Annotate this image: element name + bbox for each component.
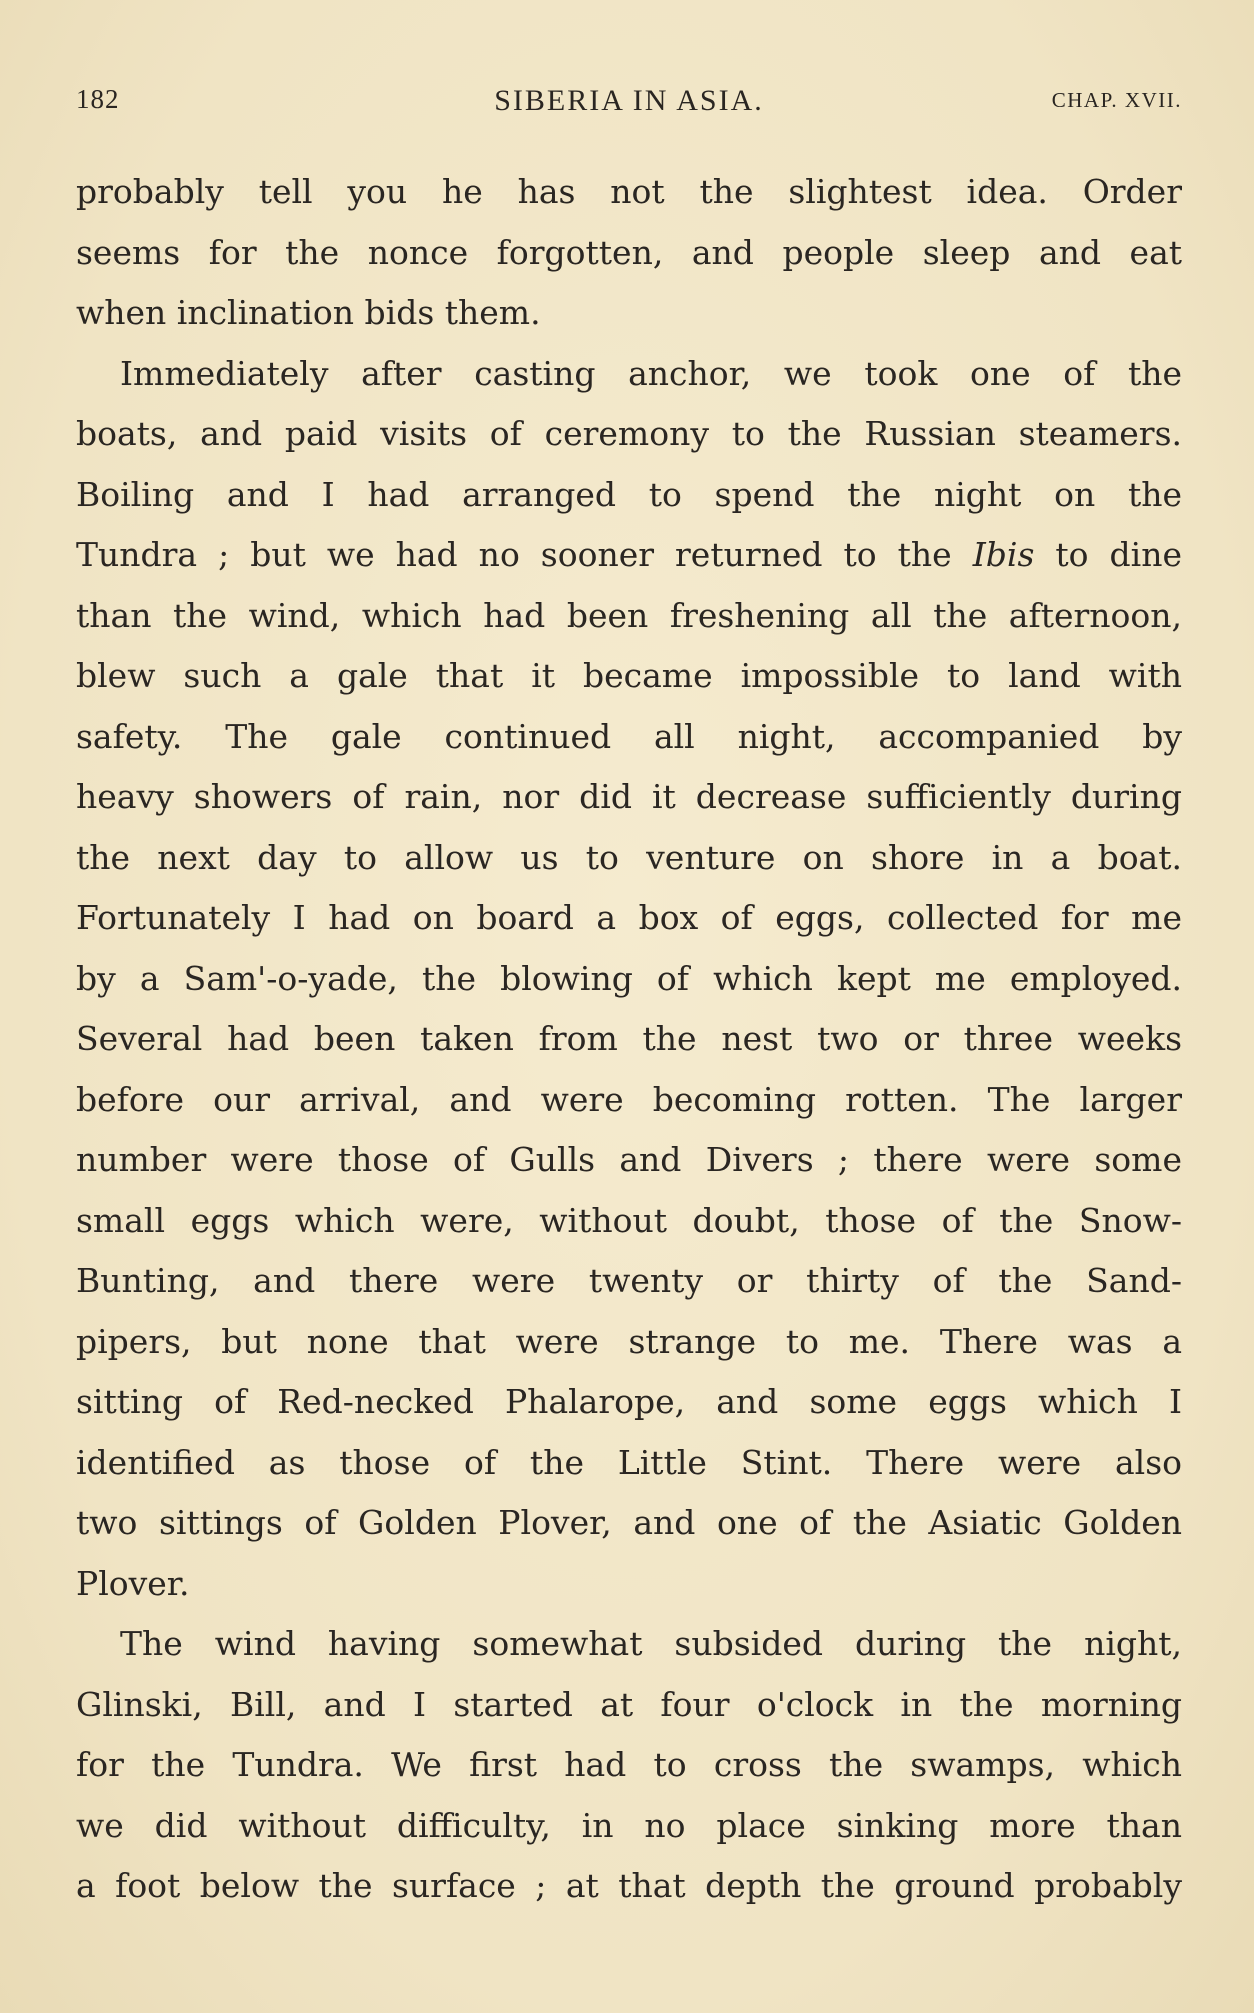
text-line: boats, and paid visits of ceremony to the Russian steamers. — [76, 414, 1182, 453]
text-line: Plover. — [76, 1563, 190, 1603]
text-line-start: Tundra ; but we had no sooner returned to the — [76, 535, 952, 574]
text-line: sitting of Red-necked Phalarope, and some eggs which I — [76, 1382, 1182, 1421]
ship-name-italic: Ibis — [972, 535, 1035, 574]
text-line: number were those of Gulls and Divers ; there were some — [76, 1140, 1182, 1179]
running-header — [76, 84, 1182, 124]
chapter-label: CHAP. XVII. — [1051, 88, 1182, 112]
text-line — [76, 525, 1182, 586]
body-text — [76, 162, 1182, 1917]
page-number: 182 — [76, 84, 120, 114]
text-line: we did without difficulty, in no place sinking more than — [76, 1805, 1182, 1845]
text-line: blew such a gale that it became impossible to land with — [76, 656, 1182, 695]
text-line: two sittings of Golden Plover, and one of the Asiatic Golden — [76, 1503, 1182, 1542]
text-line: than the wind, which had been freshening all the afternoon, — [76, 595, 1182, 635]
text-line: heavy showers of rain, nor did it decrease sufficiently during — [76, 777, 1182, 816]
text-line: The wind having somewhat subsided during the night, — [120, 1624, 1182, 1663]
text-line: identified as those of the Little Stint. There were also — [76, 1442, 1182, 1482]
text-line: pipers, but none that were strange to me. There was a — [76, 1321, 1182, 1361]
text-line: for the Tundra. We first had to cross the swamps, which — [76, 1745, 1182, 1784]
text-line: Immediately after casting anchor, we took one of the — [120, 353, 1182, 393]
running-title: SIBERIA IN ASIA. — [494, 84, 764, 117]
text-line: small eggs which were, without doubt, those of the Snow- — [76, 1200, 1182, 1240]
text-line: Fortunately I had on board a box of eggs, collected for me — [76, 898, 1182, 937]
text-line: by a Sam'-o-yade, the blowing of which kept me employed. — [76, 958, 1182, 998]
text-line: probably tell you he has not the slightest idea. Order — [76, 172, 1182, 211]
text-line: when inclination bids them. — [76, 293, 541, 332]
text-line: Several had been taken from the nest two or three weeks — [76, 1019, 1182, 1058]
text-line: safety. The gale continued all night, accompanied by — [76, 716, 1182, 756]
text-line: Glinski, Bill, and I started at four o'clock in the morning — [76, 1684, 1182, 1724]
text-line: Boiling and I had arranged to spend the night on the — [76, 474, 1182, 514]
text-line: the next day to allow us to venture on shore in a boat. — [76, 837, 1182, 877]
text-line: Bunting, and there were twenty or thirty of the Sand- — [76, 1261, 1182, 1300]
text-line-end: to dine — [1055, 535, 1182, 574]
text-line: seems for the nonce forgotten, and people sleep and eat — [76, 232, 1182, 272]
text-line: a foot below the surface ; at that depth the ground probably — [76, 1866, 1182, 1905]
text-line: before our arrival, and were becoming rotten. The larger — [76, 1079, 1182, 1119]
